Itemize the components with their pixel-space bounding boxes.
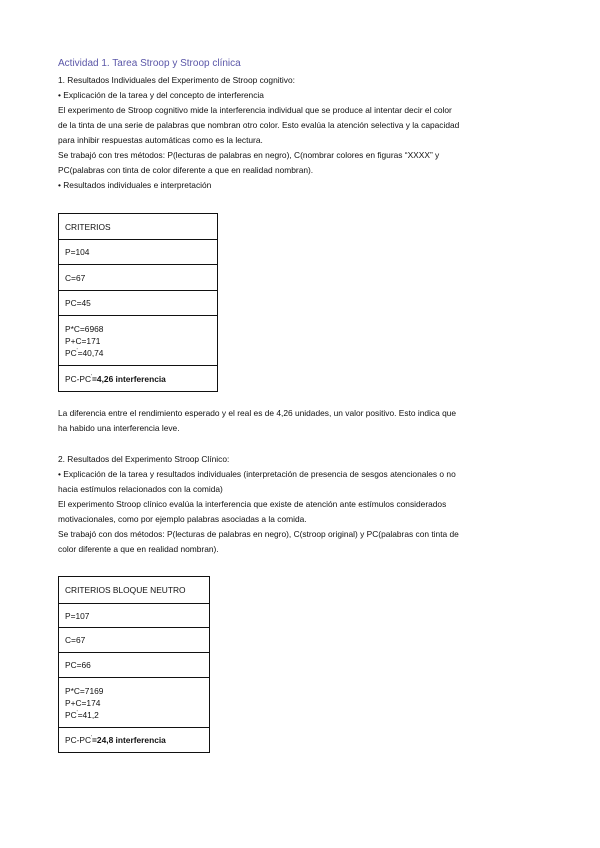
section-2-text-line: El experimento Stroop clínico evalúa la interferencia que existe de atención ante estímulos considerados [58,499,447,509]
section-1-text-line: PC(palabras con tinta de color diferente a que en realidad nombran). [58,165,314,175]
section-1 [58,73,543,193]
table-cell-pc: PC=45 [59,291,218,316]
conclusion-1 [58,406,543,436]
table-line-pcprime: PC'=40,74 [65,347,104,358]
table-line-ppc: P+C=174 [65,697,101,708]
section-1-text-line: para inhibir respuestas automáticas como es la lectura. [58,135,263,145]
table-line-pcprime: PC'=41,2 [65,709,99,720]
section-1-bullet-resultados: • Resultados individuales e interpretación [58,180,212,190]
section-2-text-line: motivacionales, como por ejemplo palabras asociadas a la comida. [58,514,307,524]
table-line-ppc: P+C=171 [65,335,101,346]
table-cell-p: P=107 [59,604,210,628]
criterios-table-1 [58,213,218,392]
table-cell-calculos [59,316,218,366]
section-1-text-line: Se trabajó con tres métodos: P(lecturas de palabras en negro), C(nombrar colores en figuras “XXXX” y [58,150,440,160]
section-2-bullet-explicacion: • Explicación de la tarea y resultados individuales (interpretación de presencia de sesgos atencionales o no [58,469,456,479]
table-cell-result: PC-PC'=24,8 interferencia [59,728,210,753]
conclusion-line: La diferencia entre el rendimiento esperado y el real es de 4,26 unidades, un valor positivo. Esto indica que [58,408,457,418]
table-cell-c: C=67 [59,265,218,291]
section-2-heading: 2. Resultados del Experimento Stroop Clínico: [58,454,230,464]
table-cell-pc: PC=66 [59,653,210,678]
criterios-table-2 [58,576,210,753]
table-header: CRITERIOS [59,214,218,240]
section-1-text-line: El experimento de Stroop cognitivo mide la interferencia individual que se produce al intentar decir el color [58,105,452,115]
section-1-heading: 1. Resultados Individuales del Experimento de Stroop cognitivo: [58,75,295,85]
section-2-text-line: color diferente a que en realidad nombran). [58,544,219,554]
table-cell-result: PC-PC'=4,26 interferencia [59,366,218,392]
document-title: Actividad 1. Tarea Stroop y Stroop clínica [58,58,241,69]
section-2-text-line: Se trabajó con dos métodos: P(lecturas de palabras en negro), C(stroop original) y PC(palabras con tinta de [58,529,459,539]
section-2-bullet-continuation: hacia estímulos relacionados con la comida) [58,484,223,494]
conclusion-line: ha habido una interferencia leve. [58,423,180,433]
section-1-bullet-explicacion: • Explicación de la tarea y del concepto de interferencia [58,90,264,100]
table-line-pxc: P*C=6968 [65,323,104,334]
table-cell-p: P=104 [59,240,218,265]
section-1-text-line: de la tinta de una serie de palabras que nombran otro color. Esto evalúa la atención selectiva y la capacidad [58,120,460,130]
section-2 [58,452,543,557]
table-header: CRITERIOS BLOQUE NEUTRO [59,577,210,604]
table-cell-calculos [59,678,210,728]
table-cell-c: C=67 [59,628,210,653]
table-line-pxc: P*C=7169 [65,685,104,696]
